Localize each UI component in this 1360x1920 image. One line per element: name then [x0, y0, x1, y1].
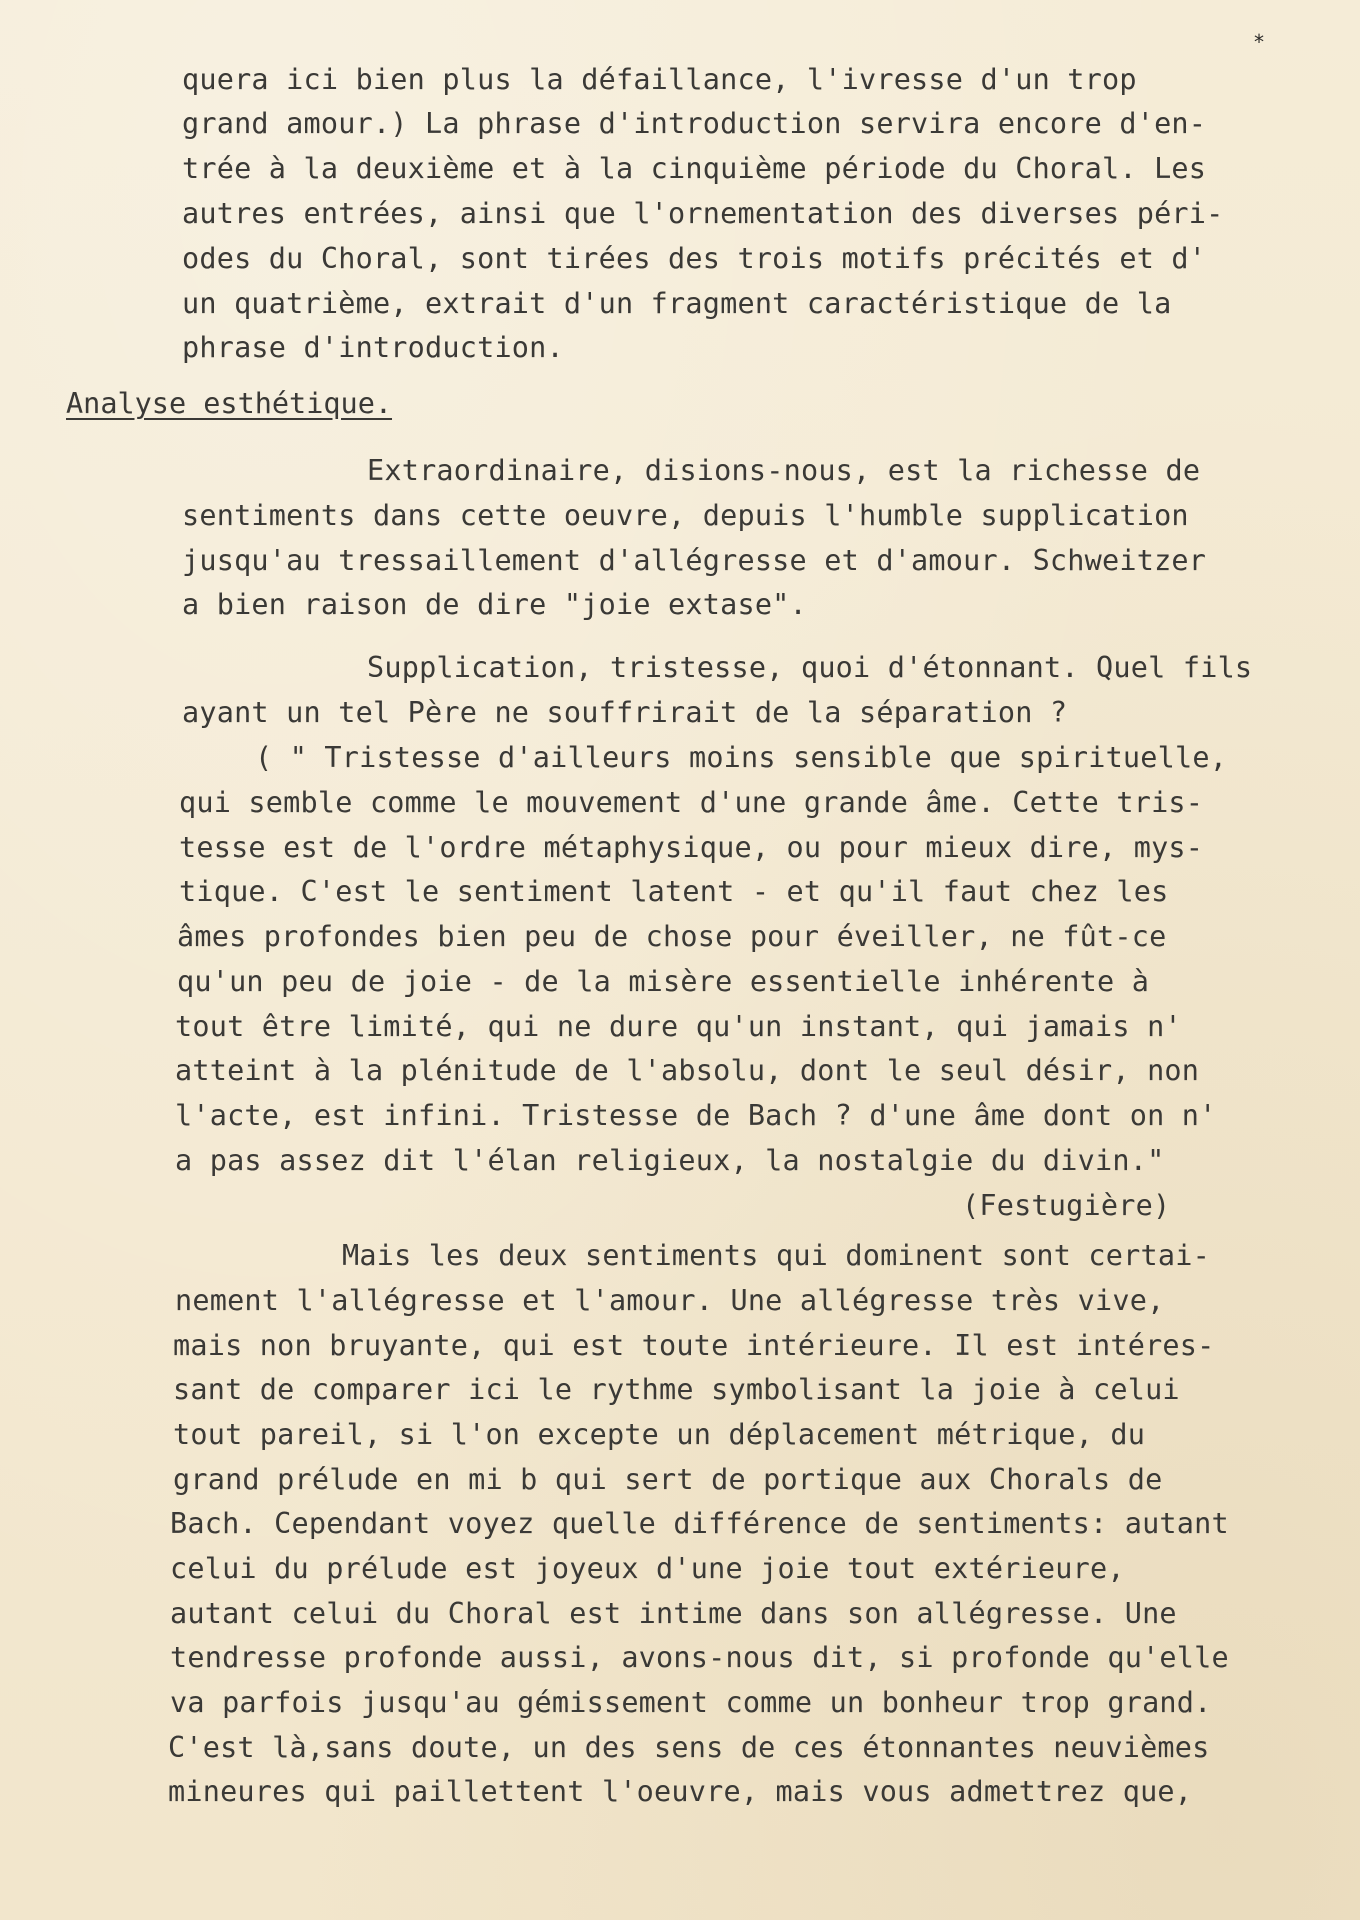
text-line: tique. C'est le sentiment latent - et qu'il faut chez les — [179, 875, 1169, 908]
text-line: mineures qui paillettent l'oeuvre, mais vous admettrez que, — [168, 1775, 1193, 1808]
text-line: grand amour.) La phrase d'introduction servira encore d'en- — [182, 107, 1207, 140]
text-line: C'est là,sans doute, un des sens de ces étonnantes neuvièmes — [168, 1731, 1210, 1764]
text-line: autant celui du Choral est intime dans son allégresse. Une — [170, 1597, 1177, 1630]
text-line: celui du prélude est joyeux d'une joie tout extérieure, — [170, 1552, 1125, 1585]
text-line: tendresse profonde aussi, avons-nous dit, si profonde qu'elle — [170, 1641, 1229, 1674]
text-line: tout être limité, qui ne dure qu'un instant, qui jamais n' — [175, 1010, 1182, 1043]
text-line: sant de comparer ici le rythme symbolisant la joie à celui — [173, 1373, 1180, 1406]
text-line: Bach. Cependant voyez quelle différence de sentiments: autant — [170, 1507, 1229, 1540]
text-line: va parfois jusqu'au gémissement comme un bonheur trop grand. — [170, 1686, 1212, 1719]
text-line: atteint à la plénitude de l'absolu, dont le seul désir, non — [175, 1054, 1200, 1087]
text-line: Extraordinaire, disions-nous, est la richesse de — [367, 454, 1201, 487]
text-line: Mais les deux sentiments qui dominent sont certai- — [342, 1239, 1210, 1272]
text-line: qu'un peu de joie - de la misère essentielle inhérente à — [177, 965, 1150, 998]
text-line: ( " Tristesse d'ailleurs moins sensible que spirituelle, — [255, 741, 1228, 774]
text-line: l'acte, est infini. Tristesse de Bach ? d'une âme dont on n' — [175, 1099, 1217, 1132]
text-line: phrase d'introduction. — [182, 331, 564, 364]
page-mark: * — [1253, 30, 1266, 54]
text-line: tout pareil, si l'on excepte un déplacement métrique, du — [173, 1418, 1146, 1451]
text-line: jusqu'au tressaillement d'allégresse et d'amour. Schweitzer — [182, 544, 1207, 577]
text-line: qui semble comme le mouvement d'une grande âme. Cette tris- — [179, 786, 1204, 819]
text-line: un quatrième, extrait d'un fragment caractéristique de la — [182, 287, 1172, 320]
text-line: nement l'allégresse et l'amour. Une allégresse très vive, — [175, 1284, 1165, 1317]
text-line: âmes profondes bien peu de chose pour éveiller, ne fût-ce — [177, 920, 1167, 953]
text-line: Supplication, tristesse, quoi d'étonnant. Quel fils — [367, 651, 1253, 684]
text-line: a bien raison de dire "joie extase". — [182, 588, 807, 621]
text-line: grand prélude en mi b qui sert de portique aux Chorals de — [173, 1463, 1163, 1496]
text-line: ayant un tel Père ne souffrirait de la séparation ? — [182, 696, 1068, 729]
text-line: quera ici bien plus la défaillance, l'ivresse d'un trop — [182, 63, 1137, 96]
text-line: trée à la deuxième et à la cinquième période du Choral. Les — [182, 152, 1207, 185]
text-line: autres entrées, ainsi que l'ornementation des diverses péri- — [182, 197, 1224, 230]
text-line: odes du Choral, sont tirées des trois motifs précités et d' — [182, 242, 1207, 275]
section-heading: Analyse esthétique. — [66, 387, 393, 420]
text-line: tesse est de l'ordre métaphysique, ou pour mieux dire, mys- — [179, 831, 1204, 864]
text-line: a pas assez dit l'élan religieux, la nostalgie du divin." — [175, 1144, 1165, 1177]
text-line: sentiments dans cette oeuvre, depuis l'humble supplication — [182, 499, 1189, 532]
text-line: mais non bruyante, qui est toute intérieure. Il est intéres- — [173, 1329, 1215, 1362]
quote-attribution: (Festugière) — [962, 1189, 1171, 1222]
